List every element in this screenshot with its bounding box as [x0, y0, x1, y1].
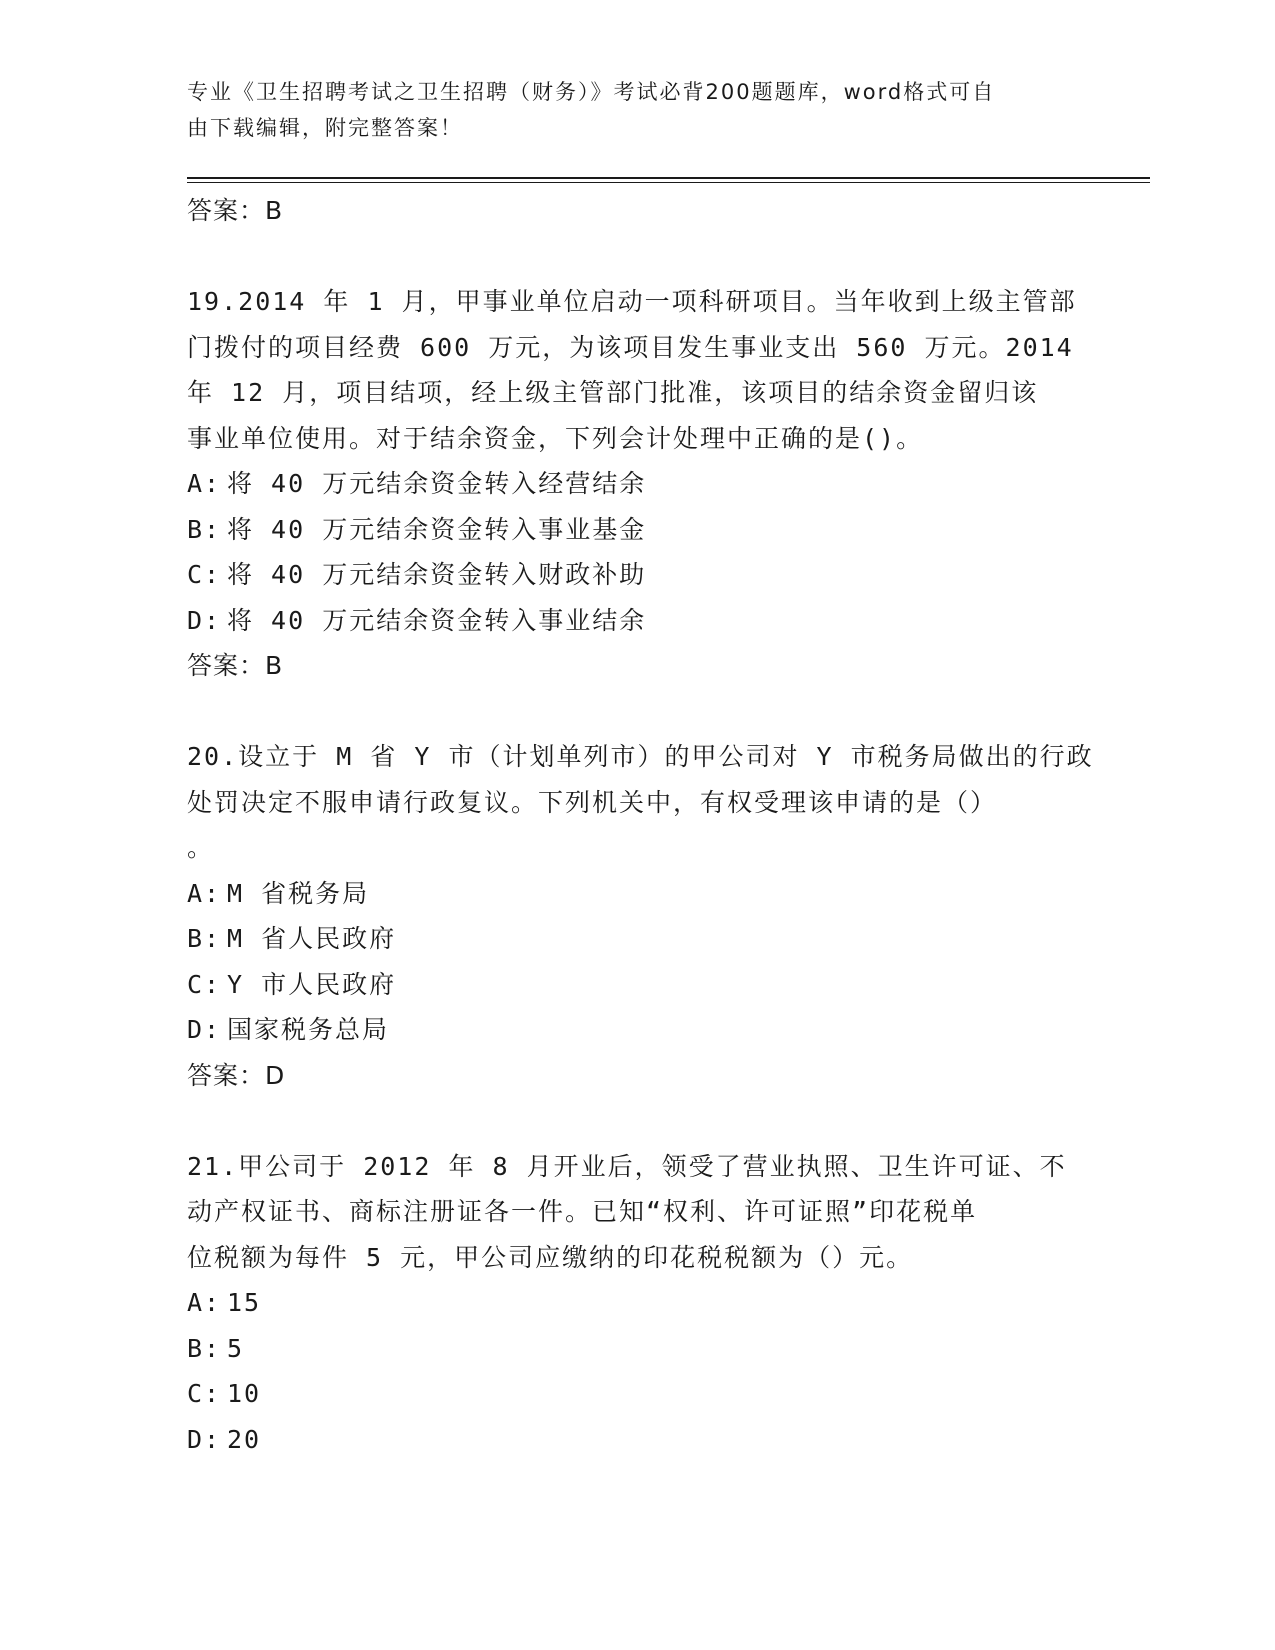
option-a — [187, 1280, 1087, 1326]
document-header — [187, 74, 1067, 146]
header-rule-thin — [187, 182, 1150, 183]
option-text: M 省税务局 — [227, 878, 370, 908]
question-19 — [187, 279, 1087, 688]
option-c — [187, 1371, 1087, 1417]
option-text: Y 市人民政府 — [227, 969, 397, 999]
option-b — [187, 1326, 1087, 1372]
option-label: A: — [187, 878, 222, 908]
option-label: C: — [187, 969, 222, 999]
option-c — [187, 962, 1087, 1008]
question-text-line: 位税额为每件 5 元，甲公司应缴纳的印花税税额为（）元。 — [187, 1242, 914, 1272]
option-label: D: — [187, 605, 222, 635]
option-d — [187, 1417, 1087, 1463]
document-body — [187, 188, 1094, 1462]
option-c — [187, 552, 1087, 598]
spacer — [187, 688, 1087, 734]
option-text: 5 — [227, 1333, 245, 1363]
option-text: M 省人民政府 — [227, 924, 397, 953]
spacer — [187, 1098, 1087, 1144]
question-text-line: 动产权证书、商标注册证各一件。已知“权利、许可证照”印花税单 — [187, 1197, 978, 1226]
header-line-2: 由下载编辑，附完整答案！ — [187, 116, 463, 140]
option-text: 将 40 万元结余资金转入财政补助 — [227, 560, 647, 589]
option-text: 将 40 万元结余资金转入事业基金 — [227, 514, 647, 544]
option-label: B: — [187, 924, 222, 953]
answer-19: 答案：B — [187, 651, 284, 680]
option-text: 10 — [227, 1379, 262, 1408]
question-text-line: 20.设立于 M 省 Y 市（计划单列市）的甲公司对 Y 市税务局做出的行政 — [187, 742, 1094, 771]
option-b — [187, 916, 1087, 962]
option-b — [187, 507, 1087, 553]
spacer — [187, 233, 1087, 279]
option-text: 国家税务总局 — [227, 1015, 390, 1044]
answer-20: 答案：D — [187, 1060, 286, 1090]
question-text-line: 21.甲公司于 2012 年 8 月开业后，领受了营业执照、卫生许可证、不 — [187, 1151, 1067, 1181]
question-text-line: 19.2014 年 1 月，甲事业单位启动一项科研项目。当年收到上级主管部 — [187, 287, 1077, 316]
option-label: A: — [187, 1288, 222, 1317]
option-text: 15 — [227, 1288, 262, 1317]
option-text: 将 40 万元结余资金转入经营结余 — [227, 469, 647, 498]
option-label: C: — [187, 1379, 222, 1408]
question-text-line: 。 — [187, 833, 215, 862]
question-text-line: 事业单位使用。对于结余资金，下列会计处理中正确的是()。 — [187, 423, 924, 453]
option-text: 20 — [227, 1424, 262, 1454]
option-label: D: — [187, 1015, 222, 1044]
option-label: D: — [187, 1424, 222, 1454]
question-text-line: 门拨付的项目经费 600 万元，为该项目发生事业支出 560 万元。2014 — [187, 332, 1074, 362]
option-d — [187, 1007, 1087, 1053]
option-d — [187, 598, 1087, 644]
option-a — [187, 461, 1087, 507]
option-text: 将 40 万元结余资金转入事业结余 — [227, 605, 647, 635]
question-text-line: 年 12 月，项目结项，经上级主管部门批准，该项目的结余资金留归该 — [187, 378, 1039, 407]
option-label: A: — [187, 469, 222, 498]
question-20 — [187, 734, 1094, 1098]
question-21 — [187, 1144, 1087, 1463]
option-label: B: — [187, 1333, 222, 1363]
header-rule-thick — [187, 177, 1150, 179]
option-label: B: — [187, 514, 222, 544]
option-label: C: — [187, 560, 222, 589]
header-line-1: 专业《卫生招聘考试之卫生招聘（财务）》考试必背200题题库，word格式可自 — [187, 80, 996, 104]
option-a — [187, 871, 1087, 917]
question-text-line: 处罚决定不服申请行政复议。下列机关中，有权受理该申请的是（） — [187, 787, 998, 817]
previous-answer: 答案：B — [187, 196, 284, 225]
